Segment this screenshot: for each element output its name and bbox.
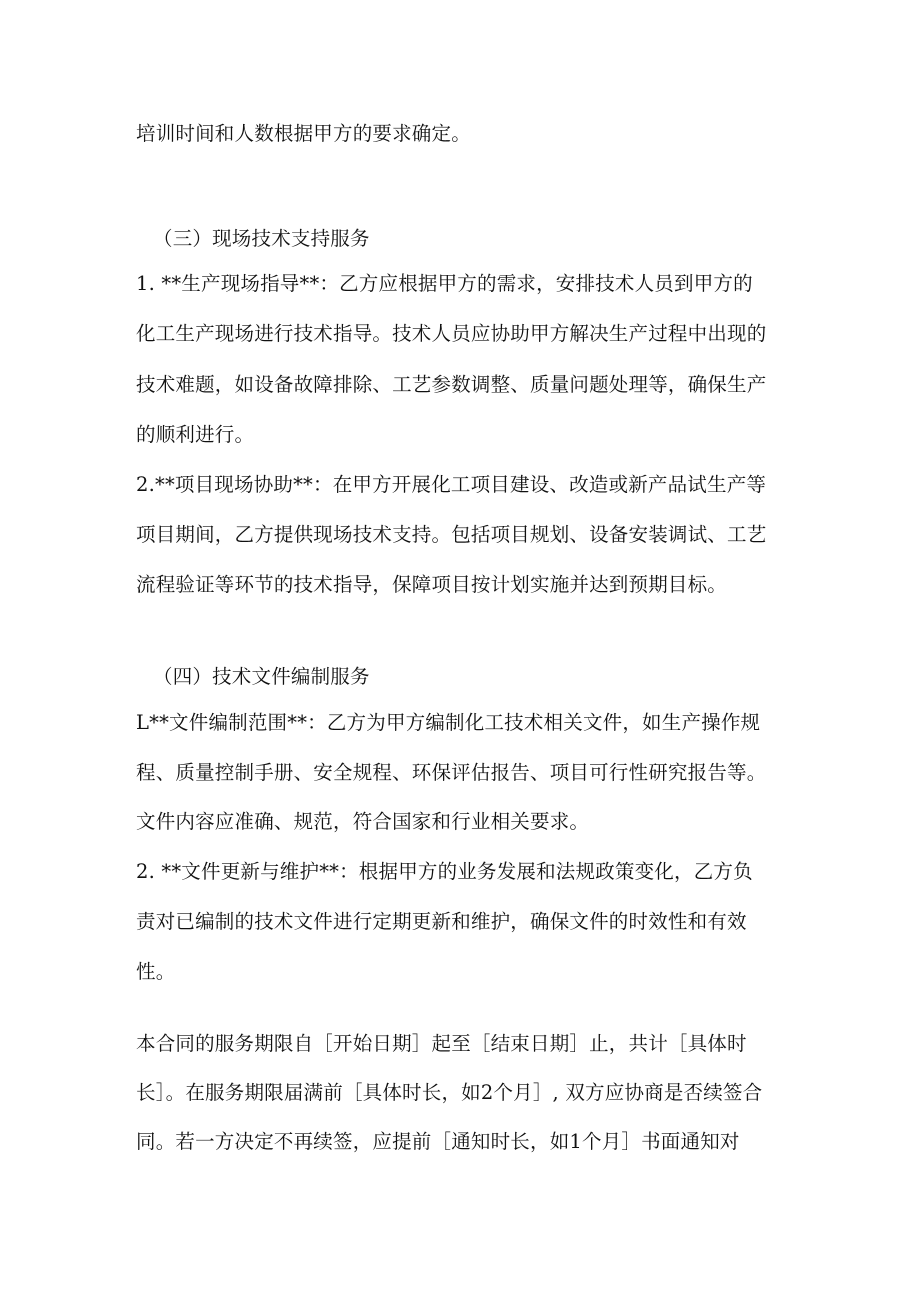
term-paragraph-line-1: 本合同的服务期限自［开始日期］起至［结束日期］止，共计［具体时	[136, 1032, 747, 1055]
section-4-item-1-line-2: 程、质量控制手册、安全规程、环保评估报告、项目可行性研究报告等。	[136, 761, 767, 784]
term-paragraph-line-3: 同。若一方决定不再续签，应提前［通知时长，如1个月］书面通知对	[136, 1130, 740, 1153]
section-3-item-2-line-3: 流程验证等环节的技术指导，保障项目按计划实施并达到预期目标。	[136, 573, 728, 596]
section-4-heading: （四）技术文件编制服务	[153, 665, 370, 688]
intro-paragraph: 培训时间和人数根据甲方的要求确定。	[136, 122, 471, 145]
section-4-item-2-line-3: 性。	[136, 960, 176, 983]
section-3-item-1-line-2: 化工生产现场进行技术指导。技术人员应协助甲方解决生产过程中出现的	[136, 322, 767, 345]
section-3-item-2-line-1: 2.**项目现场协助**：在甲方开展化工项目建设、改造或新产品试生产等	[136, 473, 767, 496]
section-3-item-1-line-3: 技术难题，如设备故障排除、工艺参数调整、质量问题处理等，确保生产	[136, 373, 767, 396]
section-3-item-1-line-1: 1. **生产现场指导**：乙方应根据甲方的需求，安排技术人员到甲方的	[136, 272, 753, 295]
section-4-item-1-line-3: 文件内容应准确、规范，符合国家和行业相关要求。	[136, 810, 590, 833]
section-3-item-2-line-2: 项目期间，乙方提供现场技术支持。包括项目规划、设备安装调试、工艺	[136, 523, 767, 546]
section-4-item-1-line-1: L**文件编制范围**：乙方为甲方编制化工技术相关文件，如生产操作规	[136, 711, 761, 734]
term-paragraph-line-2: 长］。在服务期限届满前［具体时长，如2个月］, 双方应协商是否续签合	[136, 1081, 763, 1104]
section-4-item-2-line-2: 责对已编制的技术文件进行定期更新和维护，确保文件的时效性和有效	[136, 910, 747, 933]
section-4-item-2-line-1: 2. **文件更新与维护**：根据甲方的业务发展和法规政策变化，乙方负	[136, 860, 753, 883]
section-3-heading: （三）现场技术支持服务	[153, 227, 370, 250]
section-3-item-1-line-4: 的顺利进行。	[136, 423, 255, 446]
